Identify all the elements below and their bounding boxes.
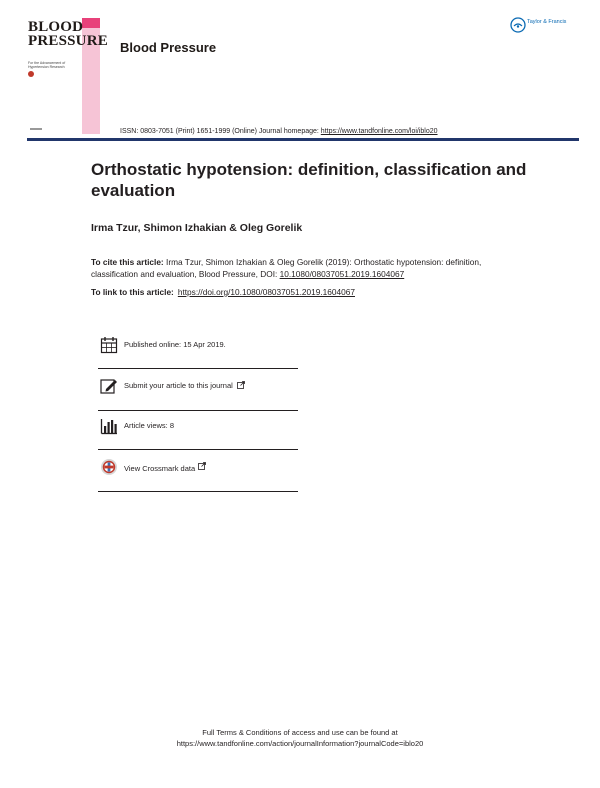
cover-title — [28, 20, 108, 48]
citation — [91, 256, 511, 280]
crossmark-label: View Crossmark data — [124, 464, 196, 473]
cover-title-line1: BLOOD — [28, 19, 84, 35]
edit-icon — [100, 377, 118, 395]
external-link-icon — [198, 462, 206, 470]
publisher-logo-text: Taylor & Francis — [527, 19, 567, 25]
article-views: Article views: 8 — [124, 421, 175, 430]
cover-subtitle: For the Advancement of Hypertension Research — [28, 61, 66, 69]
divider — [98, 491, 298, 492]
calendar-icon — [100, 336, 118, 354]
article-authors: Irma Tzur, Shimon Izhakian & Oleg Gorelik — [91, 222, 303, 234]
doi-link[interactable]: https://doi.org/10.1080/08037051.2019.1604067 — [177, 287, 355, 297]
published-date: Published online: 15 Apr 2019. — [124, 340, 226, 349]
issn-text: ISSN: 0803-7051 (Print) 1651-1999 (Online) Journal homepage: — [120, 128, 321, 135]
issn-line — [120, 128, 438, 135]
footer-terms-text: Full Terms & Conditions of access and use can be found at — [202, 728, 398, 737]
divider — [98, 449, 298, 450]
submit-label: Submit your article to this journal — [124, 381, 233, 390]
header-rule — [27, 138, 579, 141]
cite-label: To cite this article: — [91, 257, 164, 267]
submit-article-link[interactable] — [124, 381, 245, 390]
link-label: To link to this article: — [91, 287, 174, 297]
divider — [98, 410, 298, 411]
footer — [0, 727, 600, 749]
cite-text: Irma Tzur, Shimon Izhakian & Oleg Gorelik (2019): Orthostatic hypotension: definition, classification and evaluation, Blood Pressure, DOI: — [91, 257, 482, 279]
cover-title-line2: PRESSURE — [28, 33, 108, 49]
journal-name: Blood Pressure — [120, 40, 217, 55]
external-link-icon — [237, 381, 245, 389]
cite-doi-link[interactable]: 10.1080/08037051.2019.1604067 — [279, 269, 405, 279]
footer-terms-link[interactable]: https://www.tandfonline.com/action/journalInformation?journalCode=iblo20 — [176, 739, 424, 748]
journal-homepage-link[interactable]: https://www.tandfonline.com/loi/iblo20 — [320, 128, 438, 135]
crossmark-link[interactable] — [124, 462, 206, 473]
cover-footer-mark — [30, 128, 42, 130]
bar-chart-icon — [100, 417, 118, 435]
article-title: Orthostatic hypotension: definition, classification and evaluation — [91, 160, 527, 200]
taylor-francis-logo-icon — [510, 17, 526, 33]
article-link — [91, 287, 511, 297]
divider — [98, 368, 298, 369]
crossmark-icon — [100, 458, 118, 476]
cover-society-logo-icon — [28, 71, 34, 77]
